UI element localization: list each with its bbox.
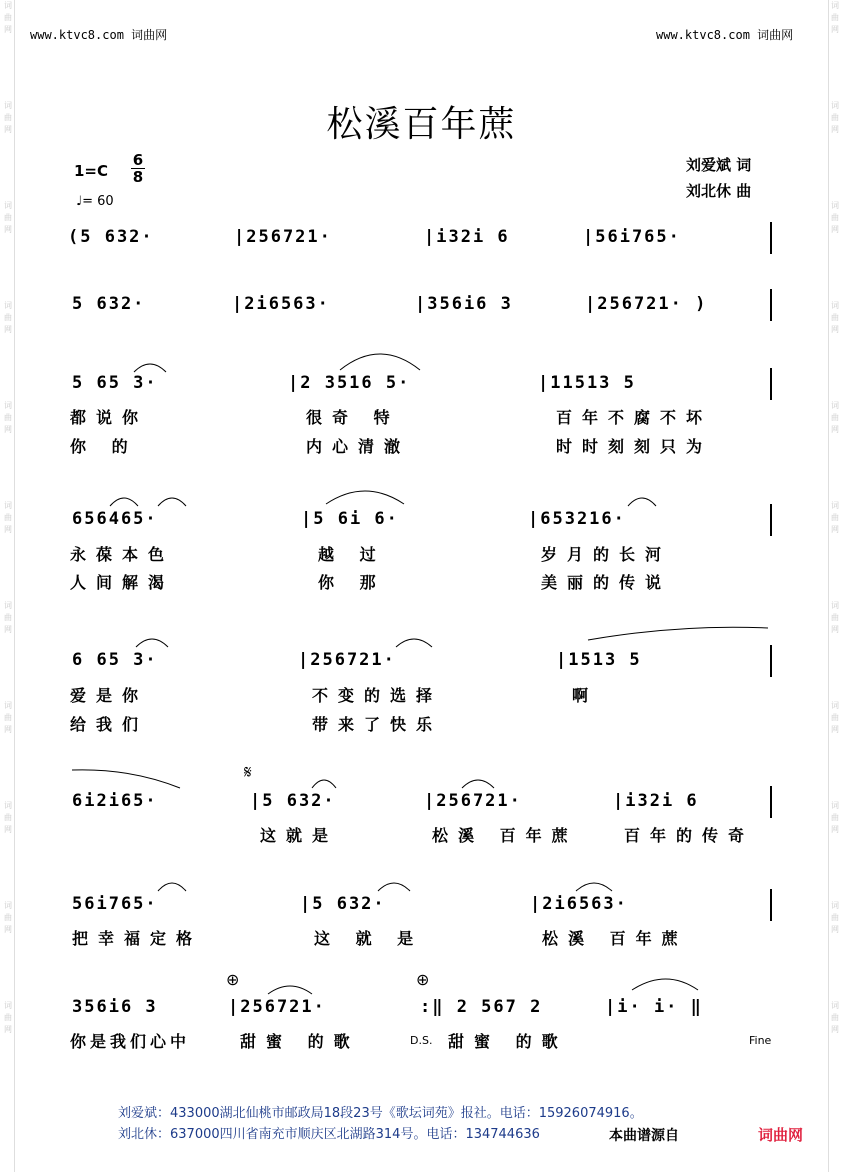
- lyric-line-1: 都说你: [70, 408, 149, 427]
- lyric-line-2: 内心清澈: [306, 437, 411, 456]
- barline: [770, 645, 772, 677]
- lyric-line-1: 不变的选择: [312, 686, 443, 705]
- watermark-mark: 词 曲 网: [4, 401, 12, 434]
- lyric-line-1: 把幸福定格: [72, 929, 203, 948]
- lyric-line-1: 松溪 百年蔗: [542, 929, 688, 948]
- watermark-mark: 词 曲 网: [4, 801, 12, 834]
- dal-segno-mark: D.S.: [410, 1034, 433, 1047]
- slur: [158, 498, 186, 506]
- measure: |256721·: [228, 997, 326, 1017]
- measure: |356i6 3: [415, 294, 513, 314]
- site-url-left: www.ktvc8.com 词曲网: [30, 28, 168, 42]
- measure: |256721·: [424, 791, 522, 811]
- slur: [110, 498, 138, 506]
- measure: 56i765·: [72, 894, 158, 914]
- barline: [770, 889, 772, 921]
- measure: 5 65 3·: [72, 373, 158, 393]
- lyric-line-1: 百年不腐不坏: [556, 408, 713, 427]
- watermark-mark: 词 曲 网: [4, 1, 12, 34]
- lyric-line-1: 百年的传奇: [624, 826, 755, 845]
- slur: [268, 986, 312, 994]
- measure: |5 6i 6·: [301, 509, 399, 529]
- right-watermark-strip: [828, 0, 841, 1172]
- barline: [770, 368, 772, 400]
- slur: [312, 780, 336, 788]
- lyric-line-1: 松溪 百年蔗: [432, 826, 578, 845]
- measure: |i· i· ‖: [605, 997, 703, 1017]
- barline: [770, 289, 772, 321]
- watermark-mark: 词 曲 网: [831, 601, 839, 634]
- lyricist-credit: 刘爱斌 词: [686, 156, 752, 174]
- coda-sign: ⊕: [416, 970, 430, 989]
- watermark-mark: 词 曲 网: [831, 101, 839, 134]
- source-note: 本曲谱源自: [606, 1125, 682, 1145]
- site-url-right: www.ktvc8.com 词曲网: [656, 28, 794, 42]
- lyric-line-1: 甜蜜 的歌: [240, 1032, 360, 1051]
- slur: [396, 639, 432, 647]
- fine-mark: Fine: [749, 1034, 772, 1047]
- composer-contact: 刘北休：637000四川省南充市顺庆区北湖路314号。电话：134744636: [118, 1127, 540, 1142]
- barline: [770, 222, 772, 254]
- watermark-mark: 词 曲 网: [4, 101, 12, 134]
- lyric-line-1: 这就是: [260, 826, 339, 845]
- measure: |i32i 6: [613, 791, 699, 811]
- watermark-mark: 词 曲 网: [4, 201, 12, 234]
- watermark-mark: 词 曲 网: [4, 901, 12, 934]
- slur: [588, 627, 768, 640]
- watermark-mark: 词 曲 网: [4, 501, 12, 534]
- slur: [158, 883, 186, 891]
- watermark-mark: 词 曲 网: [831, 801, 839, 834]
- site-logo: 词曲网: [758, 1126, 804, 1144]
- song-title: 松溪百年蔗: [326, 104, 517, 145]
- watermark-mark: 词 曲 网: [4, 301, 12, 334]
- lyric-line-2: 时时刻刻只为: [556, 437, 713, 456]
- barline: [770, 504, 772, 536]
- lyric-line-2: 你 那: [318, 573, 386, 592]
- measure: |1513 5: [556, 650, 642, 670]
- segno-sign: 𝄋: [244, 762, 252, 783]
- watermark-mark: 词 曲 网: [831, 1, 839, 34]
- lyric-line-1: 岁月的长河: [541, 545, 672, 564]
- lyric-line-2: 人间解渴: [70, 573, 175, 592]
- lyric-line-1: 你是我们心中: [70, 1032, 191, 1051]
- coda-sign: ⊕: [226, 970, 240, 989]
- barline: [770, 786, 772, 818]
- watermark-mark: 词 曲 网: [831, 1001, 839, 1034]
- lyric-line-1: 啊: [572, 686, 599, 705]
- measure: |2 3516 5·: [288, 373, 411, 393]
- measure: |i32i 6: [424, 227, 510, 247]
- slur: [136, 639, 168, 647]
- slur: [462, 780, 494, 788]
- lyric-line-2: 美丽的传说: [541, 573, 672, 592]
- lyric-line-1: 甜蜜 的歌: [448, 1032, 568, 1051]
- slur: [326, 491, 404, 504]
- measure: 356i6 3: [72, 997, 158, 1017]
- measure: |56i765·: [583, 227, 681, 247]
- slur: [378, 883, 410, 891]
- measure: |256721·: [298, 650, 396, 670]
- watermark-mark: 词 曲 网: [4, 601, 12, 634]
- measure: |2i6563·: [530, 894, 628, 914]
- watermark-mark: 词 曲 网: [831, 201, 839, 234]
- lyric-line-1: 爱是你: [70, 686, 149, 705]
- measure: 6 65 3·: [72, 650, 158, 670]
- lyric-line-1: 永葆本色: [70, 545, 175, 564]
- watermark-mark: 词 曲 网: [831, 701, 839, 734]
- watermark-mark: 词 曲 网: [831, 501, 839, 534]
- lyric-line-1: 越 过: [318, 545, 386, 564]
- lyric-line-2: 给我们: [70, 715, 149, 734]
- watermark-mark: 词 曲 网: [831, 401, 839, 434]
- lyric-line-2: 你 的: [70, 437, 138, 456]
- measure: |2i6563·: [232, 294, 330, 314]
- measure: |256721· ): [585, 294, 708, 314]
- measure: 656465·: [72, 509, 158, 529]
- watermark-mark: 词 曲 网: [831, 301, 839, 334]
- measure: |256721·: [234, 227, 332, 247]
- measure: (5 632·: [68, 227, 154, 247]
- slur: [576, 883, 612, 891]
- time-sig-bottom: 8: [132, 168, 144, 186]
- measure: |5 632·: [250, 791, 336, 811]
- watermark-mark: 词 曲 网: [4, 701, 12, 734]
- measure: 6i2i65·: [72, 791, 158, 811]
- key-signature: 1=C: [74, 162, 109, 180]
- slur: [134, 364, 166, 372]
- measure: |5 632·: [300, 894, 386, 914]
- measure: :‖ 2 567 2: [420, 997, 543, 1017]
- slur: [632, 979, 698, 990]
- time-sig-top: 6: [132, 151, 144, 169]
- measure: |653216·: [528, 509, 626, 529]
- lyric-line-2: 带来了快乐: [312, 715, 443, 734]
- slur: [628, 498, 656, 506]
- measure: 5 632·: [72, 294, 146, 314]
- tempo-mark: ♩= 60: [76, 194, 114, 209]
- watermark-mark: 词 曲 网: [831, 901, 839, 934]
- lyric-line-1: 这 就 是: [314, 929, 424, 948]
- watermark-mark: 词 曲 网: [4, 1001, 12, 1034]
- left-watermark-strip: [2, 0, 15, 1172]
- measure: |11513 5: [538, 373, 636, 393]
- slur: [72, 770, 180, 788]
- slur: [340, 354, 420, 370]
- time-signature: [131, 152, 145, 185]
- lyric-line-1: 很奇 特: [306, 408, 400, 427]
- composer-credit: 刘北休 曲: [686, 182, 752, 200]
- lyricist-contact: 刘爱斌：433000湖北仙桃市邮政局18段23号《歌坛词苑》报社。电话：15926074916。: [118, 1106, 643, 1121]
